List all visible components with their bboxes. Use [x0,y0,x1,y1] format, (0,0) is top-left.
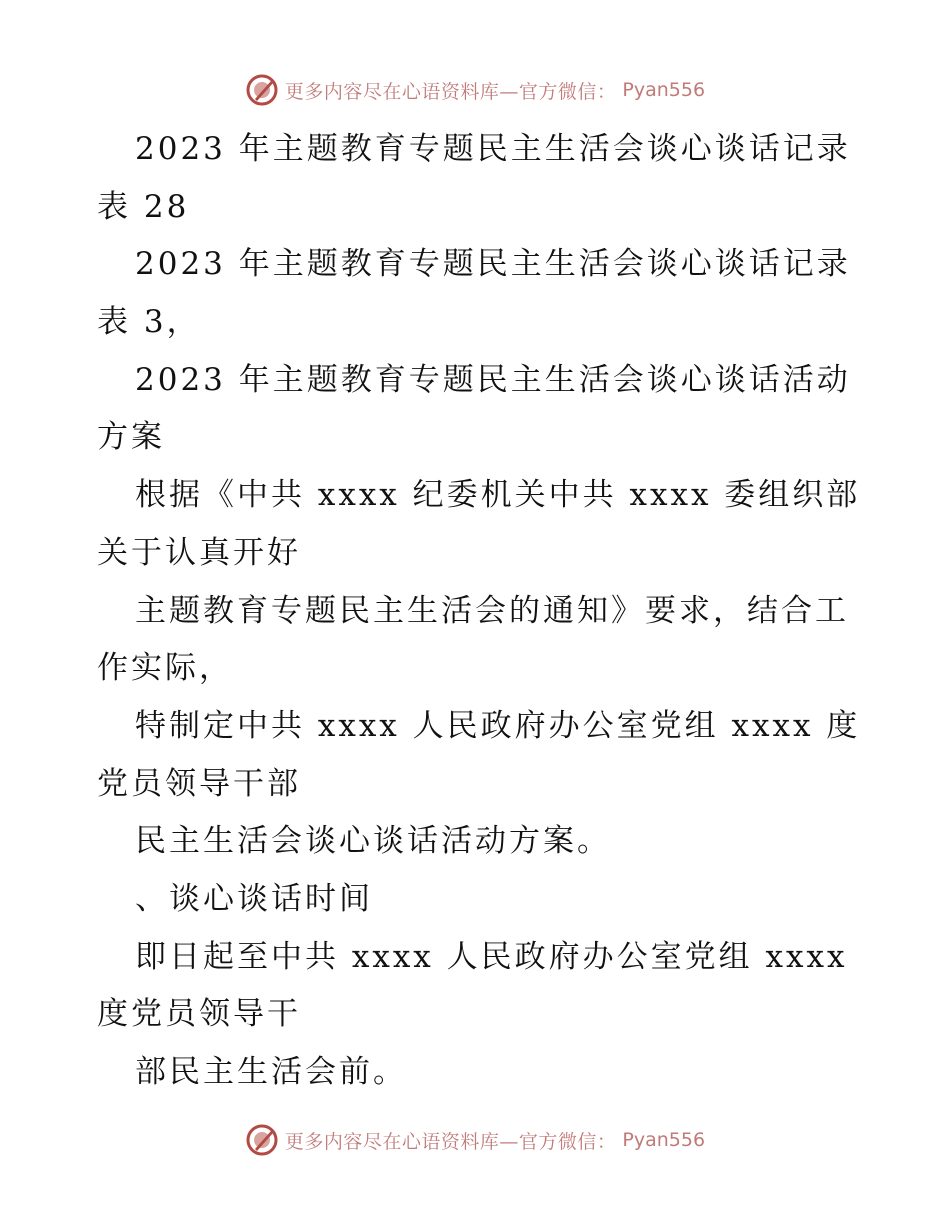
pen-logo-icon [245,1123,279,1157]
document-line: 2023 年主题教育专题民主生活会谈心谈话记录 [135,246,851,283]
document-line: 根据《中共 xxxx 纪委机关中共 xxxx 委组织部 [135,477,861,514]
pen-logo-icon [245,73,279,107]
wechat-id: Pyan556 [622,79,706,101]
document-line: 即日起至中共 xxxx 人民政府办公室党组 xxxx [135,938,848,975]
document-line: 方案 [97,419,165,456]
wechat-id: Pyan556 [622,1129,706,1151]
document-line: 特制定中共 xxxx 人民政府办公室党组 xxxx 度 [135,707,861,744]
document-line: 部民主生活会前。 [135,1054,407,1090]
section-heading: 、谈心谈话时间 [135,880,373,917]
document-body [97,121,861,1102]
document-line: 主题教育专题民主生活会的通知》要求，结合工 [135,592,849,629]
document-line: 关于认真开好 [97,534,301,571]
footer-banner [0,1120,950,1160]
document-line: 2023 年主题教育专题民主生活会谈心谈话记录 [135,131,851,167]
document-line: 作实际， [97,650,233,687]
document-line: 度党员领导干 [97,996,301,1033]
document-line: 党员领导干部 [97,765,301,802]
banner-text: 更多内容尽在心语资料库—官方微信： [284,1130,617,1153]
document-line: 表 3， [97,304,201,341]
document-line: 2023 年主题教育专题民主生活会谈心谈话活动 [135,361,851,398]
header-banner [0,70,950,110]
document-line: 民主生活会谈心谈话活动方案。 [135,823,611,860]
document-line: 表 28 [97,188,190,225]
banner-text: 更多内容尽在心语资料库—官方微信： [284,80,617,103]
